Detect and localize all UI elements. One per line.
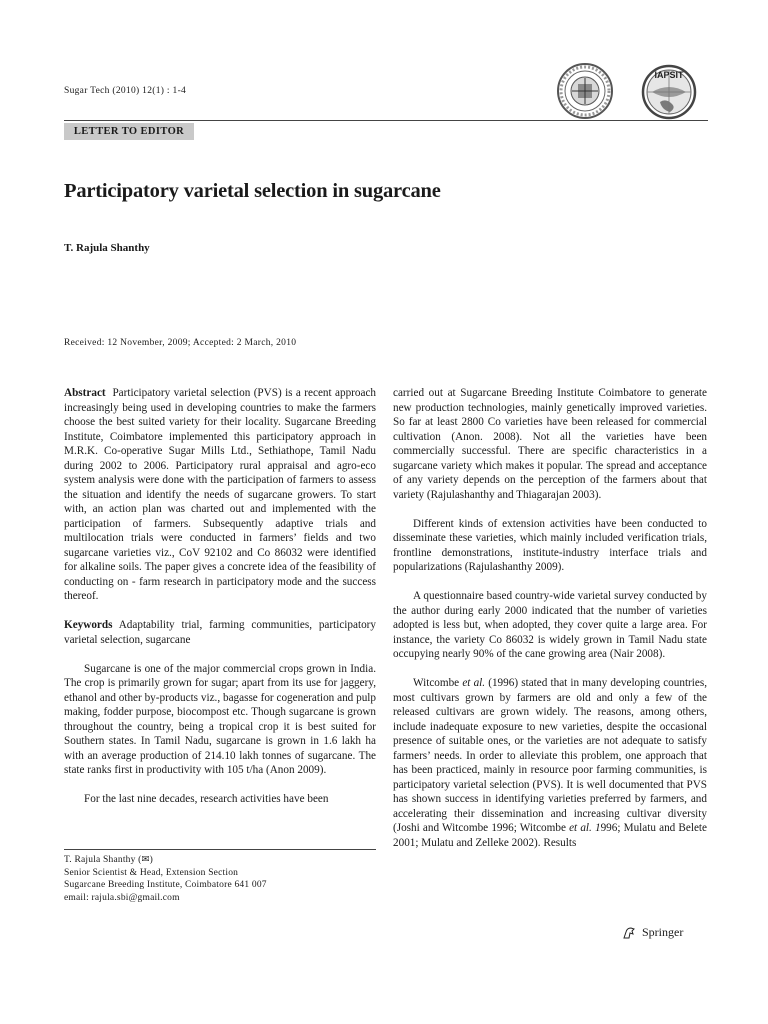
envelope-icon: (✉) [138,855,154,865]
footnote-email[interactable]: email: rajula.sbi@gmail.com [64,892,180,903]
text-run: (1996) stated that in many developing countries, most cultivars grown by farmers are old and only a few of the released cultivars are grown widely. The reasons, among others, include inadequate exposure to new varieties, despite the occasional presence of suitable ones, or the varieties are not adequate to satisfy farmers’ needs. In order to alleviate this problem, one approach that has been practiced, mainly in resource poor farming communities, is participatory varietal selection (PVS). It is well documented that PVS has shown success in identifying varieties preferred by farmers, and accelerating their dissemination and increasing cultivar diversity (Joshi and Witcombe 1996; Witcombe [393,677,708,834]
body-paragraph: carried out at Sugarcane Breeding Institute Coimbatore to generate new production technologies, mainly genetically improved varieties. So far at least 2800 Co varieties have been released for commercial cultivation (Anon. 2008). Not all the varieties have been commercially successful. There are specific characteristics in a sugarcane variety which makes it popular. The spread and acceptance of any variety depends on the perception of the farmers about that variety (Rajulashanthy and Thiagarajan 2003). [393,387,707,501]
springer-horse-icon [622,926,636,940]
body-paragraph: For the last nine decades, research activities have been [84,793,329,805]
keywords-label: Keywords [64,619,113,631]
header-rule [64,120,708,121]
text-run: Witcombe [413,677,463,689]
publisher-name: Springer [642,925,684,939]
iapsit-globe-icon [643,66,695,118]
received-dates: Received: 12 November, 2009; Accepted: 2 March, 2010 [64,338,297,348]
ssrp-seal-icon [558,64,612,118]
abstract-text: Participatory varietal selection (PVS) is a recent approach increasingly being used in developing countries to make the farmers choose the best suited variety for their locality. Sugarcane Breeding Institute, Coimbatore implemented this participatory approach in M.R.K. Co-operative Sugar Mills Ltd., Sethiathope, Tamil Nadu during 2002 to 2006. Participatory rural appraisal and agro-eco system analysis were done with the participation of farmers to assess the situation and identify the needs of sugarcane growers. To start with, an action plan was charted out and implemented with the participation of farmers. Subsequently adaptive trials and multilocation trials were conducted in farmers’ fields and two sugarcane varieties viz., CoV 92102 and Co 86032 were identified for alkaline soils. The paper gives a concrete idea of the feasibility of conducting on - farm research in participatory mode and the success thereof. [64,387,377,602]
body-paragraph: Sugarcane is one of the major commercial crops grown in India. The crop is primarily grown for sugar; apart from its use for jaggery, ethanol and other by-products viz., bagasse for cogeneration and pulp making, fodder purpose, biocompost etc. Though sugarcane is grown throughout the country, being a tropical crop it is best suited for Southern states. In Tamil Nadu, sugarcane is grown in 1.6 lakh ha with an average production of 214.10 lakh tonnes of sugarcane. The state ranks first in productivity with 105 t/ha (Anon 2009). [64,662,376,776]
right-column [393,386,707,850]
body-paragraph: Different kinds of extension activities have been conducted to disseminate these varieties, which mainly included verification trials, frontline demonstrations, institute-industry interface trials and popularizations (Rajulashanthy 2009). [393,517,707,573]
svg-text:IAPSIT: IAPSIT [654,70,684,80]
author-footnote [64,854,376,904]
footnote-position: Senior Scientist & Head, Extension Section [64,867,239,878]
footnote-rule [64,849,376,850]
et-al: et al. [462,677,486,689]
footnote-name: T. Rajula Shanthy [64,855,136,865]
publisher-mark [622,925,683,940]
et-al: et al. 1 [569,822,601,834]
left-column [64,386,376,807]
body-paragraph [393,676,707,850]
journal-reference: Sugar Tech (2010) 12(1) : 1-4 [64,86,187,96]
footnote-name-line [64,854,376,867]
keywords [64,618,376,647]
text-run: 996; Mulatu and Belete 2001; Mulatu and Zelleke 2002). Results [393,822,708,849]
footnote-institute: Sugarcane Breeding Institute, Coimbatore 641 007 [64,880,267,890]
body-paragraph: A questionnaire based country-wide varietal survey conducted by the author during early 2000 indicated that the number of varieties adopted is less but, when adopted, they cover quite a large area. For instance, the variety Co 86032 is widely grown in Tamil Nadu state occupying nearly 90% of the cane growing area (Nair 2008). [393,590,707,660]
article-title: Participatory varietal selection in sugarcane [64,180,441,202]
section-label: LETTER TO EDITOR [64,123,194,140]
abstract-label: Abstract [64,387,106,399]
author-name: T. Rajula Shanthy [64,242,150,254]
abstract [64,386,376,604]
society-logos [556,62,706,120]
keywords-text: Adaptability trial, farming communities, participatory varietal selection, sugarcane [64,619,376,646]
